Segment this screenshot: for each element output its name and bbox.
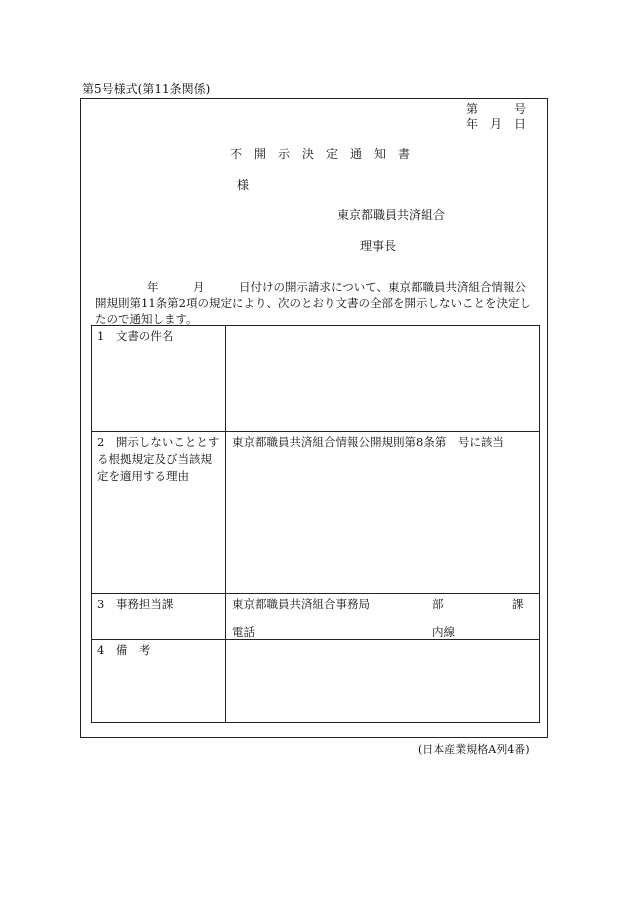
row-reason-value: 東京都職員共済組合情報公開規則第8条第 号に該当 <box>232 435 504 449</box>
table-top-border <box>91 325 540 326</box>
body-text-line-2: 開規則第11条第2項の規定により、次のとおり文書の全部を開示しないことを決定し <box>95 296 531 310</box>
row-office-section: 課 <box>512 597 524 611</box>
document-date-label: 年 月 日 <box>466 117 527 131</box>
table-row-divider <box>91 431 540 432</box>
row-office-label: 3 事務担当課 <box>97 597 174 611</box>
form-number: 第5号様式(第11条関係) <box>82 82 211 96</box>
table-column-divider <box>225 325 226 722</box>
document-title: 不開示決定通知書 <box>230 147 423 161</box>
footer-paper-size-note: (日本産業規格A列4番) <box>418 743 530 756</box>
body-text-line-3: たので通知します。 <box>95 312 198 326</box>
document-number-label: 第 号 <box>466 102 527 116</box>
row-document-name-label: 1 文書の件名 <box>97 329 174 343</box>
row-office-department: 部 <box>432 597 444 611</box>
row-office-extension: 内線 <box>432 625 455 639</box>
row-remarks-label: 4 備 考 <box>97 643 151 657</box>
table-right-border <box>539 325 540 722</box>
table-row-divider <box>91 639 540 640</box>
issuer-role: 理事長 <box>360 239 397 253</box>
table-bottom-border <box>91 722 540 723</box>
row-reason-label: 2 開示しないこととする根拠規定及び当該規定を適用する理由 <box>97 435 220 483</box>
row-office-name: 東京都職員共済組合事務局 <box>232 597 370 611</box>
table-row-divider <box>91 593 540 594</box>
issuer-organization: 東京都職員共済組合 <box>337 208 446 222</box>
row-office-phone: 電話 <box>232 625 255 639</box>
body-text-line-1: 年 月 日付けの開示請求について、東京都職員共済組合情報公 <box>147 280 527 294</box>
recipient-suffix: 様 <box>237 178 250 192</box>
table-left-border <box>91 325 92 722</box>
